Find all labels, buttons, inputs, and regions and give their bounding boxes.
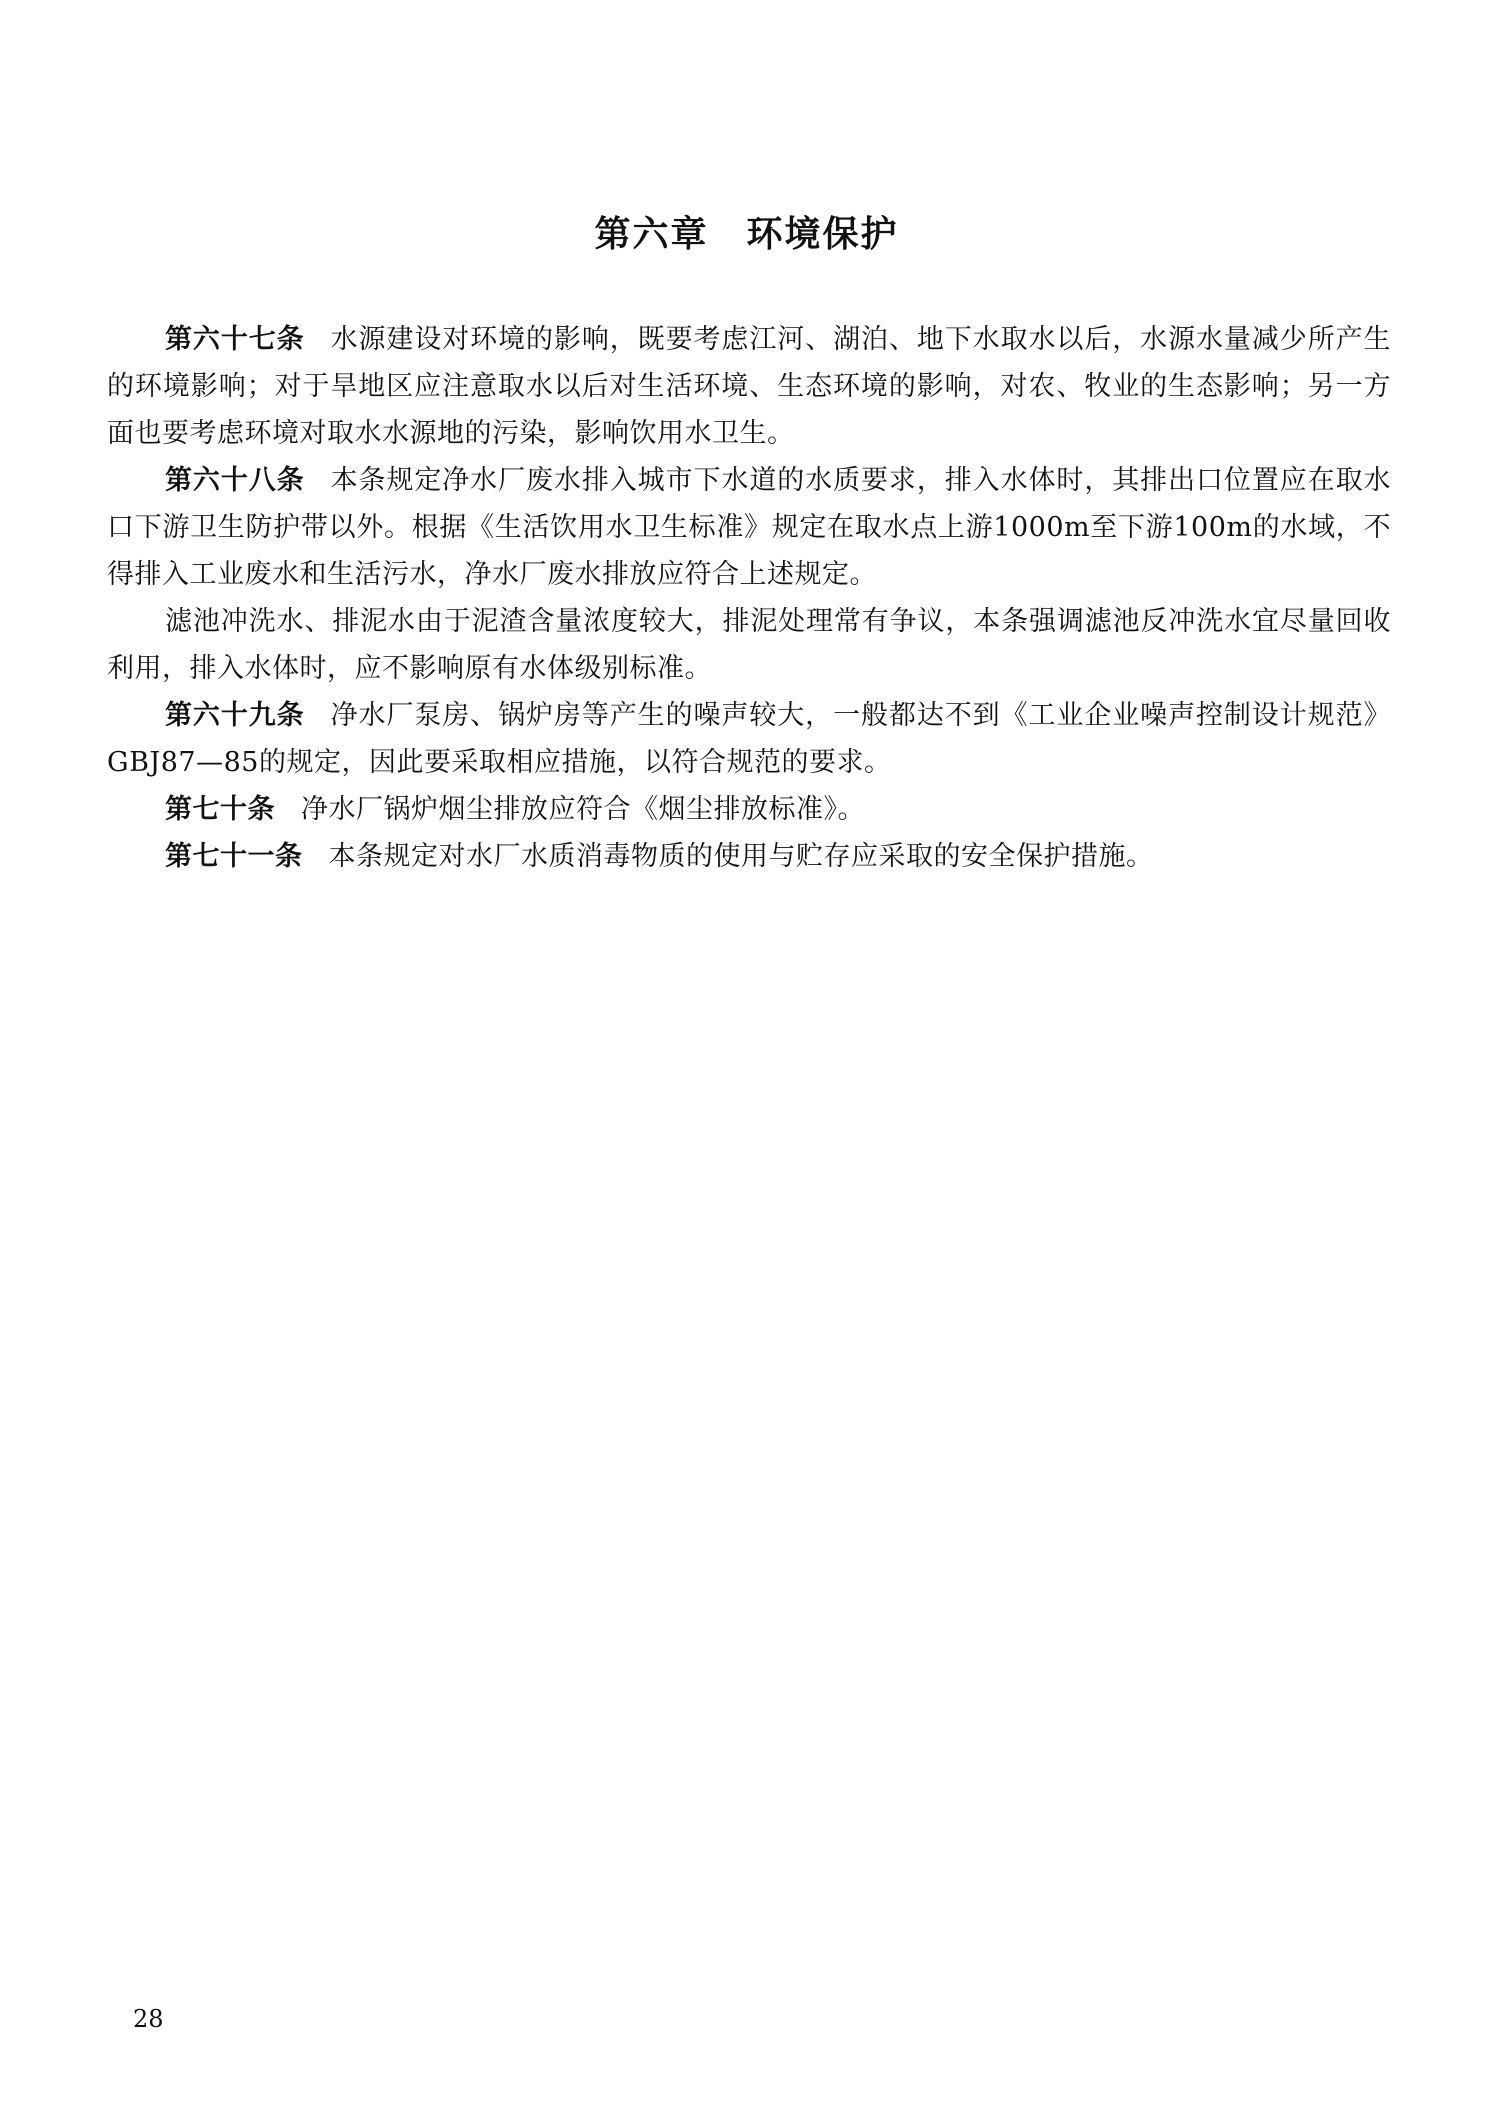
paragraph-text: 本条规定净水厂废水排入城市下水道的水质要求，排入水体时，其排出口位置应在取水口下游卫生防护带以外。根据《生活饮用水卫生标准》规定在取水点上游1000m至下游100m的水域，不得排入工业废水和生活污水，净水厂废水排放应符合上述规定。 bbox=[107, 465, 1392, 590]
article-number: 第六十九条 bbox=[165, 700, 305, 731]
paragraph-article-68 bbox=[107, 457, 1391, 598]
paragraph-text: 净水厂锅炉烟尘排放应符合《烟尘排放标准》。 bbox=[301, 794, 865, 825]
paragraph-article-71 bbox=[107, 833, 1391, 880]
body-text bbox=[107, 316, 1391, 880]
paragraph-article-69 bbox=[107, 692, 1391, 786]
paragraph-text: 滤池冲洗水、排泥水由于泥渣含量浓度较大，排泥处理常有争议，本条强调滤池反冲洗水宜尽量回收利用，排入水体时，应不影响原有水体级别标准。 bbox=[107, 606, 1391, 684]
page-number: 28 bbox=[133, 2005, 164, 2033]
article-number: 第七十条 bbox=[165, 794, 275, 825]
chapter-title bbox=[0, 206, 1493, 257]
chapter-number: 第六章 bbox=[594, 214, 709, 255]
paragraph-text: 净水厂泵房、锅炉房等产生的噪声较大，一般都达不到《工业企业噪声控制设计规范》GBJ87—85的规定，因此要采取相应措施，以符合规范的要求。 bbox=[107, 700, 1392, 778]
paragraph-article-70 bbox=[107, 786, 1391, 833]
paragraph-article-68-continued bbox=[107, 598, 1391, 692]
article-number: 第七十一条 bbox=[165, 841, 303, 872]
article-number: 第六十七条 bbox=[165, 324, 305, 355]
paragraph-article-67 bbox=[107, 316, 1391, 457]
article-number: 第六十八条 bbox=[165, 465, 305, 496]
paragraph-text: 本条规定对水厂水质消毒物质的使用与贮存应采取的安全保护措施。 bbox=[328, 841, 1154, 872]
chapter-name: 环境保护 bbox=[746, 214, 899, 255]
paragraph-text: 水源建设对环境的影响，既要考虑江河、湖泊、地下水取水以后，水源水量减少所产生的环境影响；对于旱地区应注意取水以后对生活环境、生态环境的影响，对农、牧业的生态影响；另一方面也要考虑环境对取水水源地的污染，影响饮用水卫生。 bbox=[107, 324, 1392, 449]
